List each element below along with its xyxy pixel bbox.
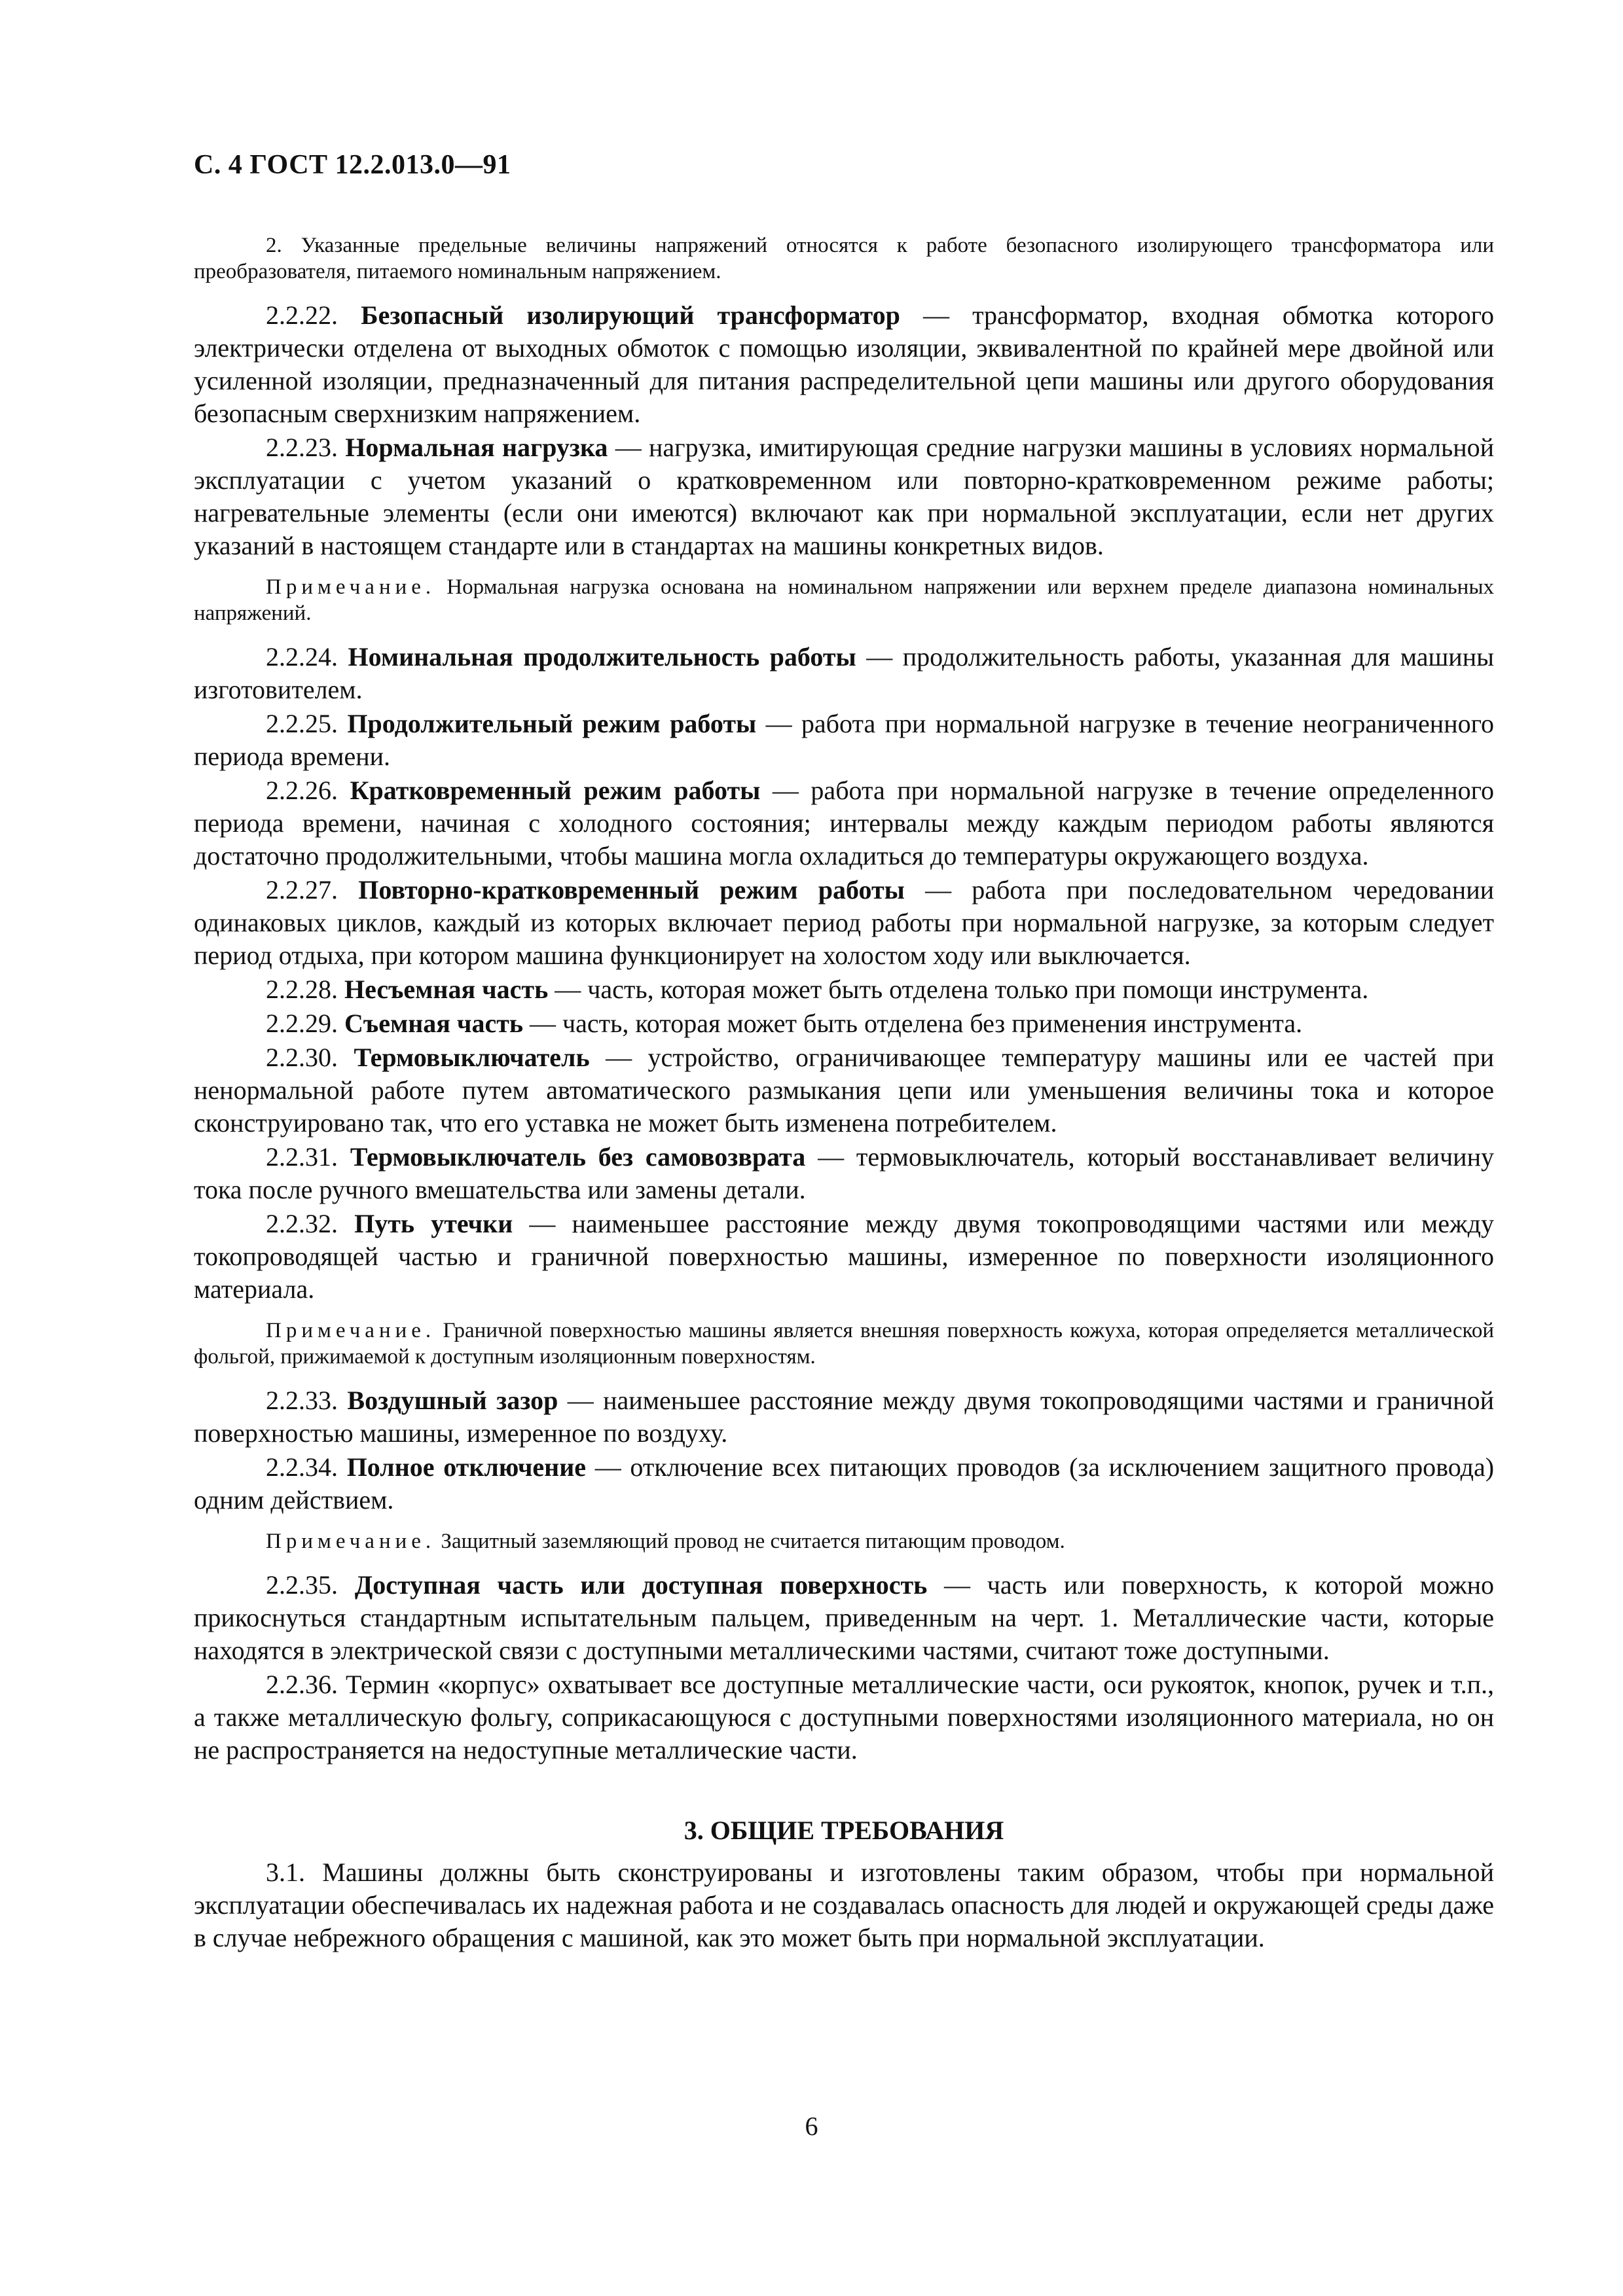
clause-term: Продолжительный режим работы bbox=[347, 709, 757, 738]
clause-number: 2.2.22. bbox=[266, 300, 338, 330]
clause-number: 2.2.32. bbox=[266, 1209, 338, 1238]
clause-term: Воздушный зазор bbox=[347, 1386, 558, 1415]
note-label: Примечание. bbox=[266, 1319, 436, 1342]
clause-number: 2.2.26. bbox=[266, 776, 338, 805]
clause-text: — работа при последовательном чередовании одинаковых циклов, каждый из которых включает период работы при нормальной нагрузке, за которым следует период отдыха, при котором машина функционирует на холостом ходу или выключается. bbox=[194, 875, 1495, 970]
clause-term: Термовыключатель без самовозврата bbox=[350, 1142, 806, 1172]
clause-2-2-28 bbox=[194, 973, 1494, 1006]
page-header: С. 4 ГОСТ 12.2.013.0—91 bbox=[194, 150, 511, 180]
clause-2-2-26 bbox=[194, 774, 1494, 872]
section-title: 3. ОБЩИЕ ТРЕБОВАНИЯ bbox=[684, 1816, 1004, 1845]
clause-term: Полное отключение bbox=[346, 1452, 587, 1482]
clause-term: Съемная часть bbox=[344, 1009, 524, 1038]
note-earthing-wire bbox=[194, 1528, 1494, 1554]
clause-text: — нагрузка, имитирующая средние нагрузки машины в условиях нормальной эксплуатации с учетом указаний о кратковременном или повторно-кратковременном режиме работы; нагревательные элементы (если они имеются) включают как при нормальной эксплуатации, если нет других указаний в настоящем стандарте или в стандартах на машины конкретных видов. bbox=[194, 433, 1495, 560]
clause-text: — часть, которая может быть отделена без применения инструмента. bbox=[523, 1009, 1303, 1038]
clause-number: 2.2.30. bbox=[266, 1043, 338, 1072]
clause-3-1: 3.1. Машины должны быть сконструированы и изготовлены таким образом, чтобы при нормальной эксплуатации обеспечивалась их надежная работа и не создавалась опасность для людей и окружающей среды даже в случае небрежного обращения с машиной, как это может быть при нормальной эксплуатации. bbox=[194, 1857, 1494, 1952]
clause-text: — термовыключатель, который восстанавливает величину тока после ручного вмешательства или замены детали. bbox=[194, 1142, 1494, 1204]
page-number: 6 bbox=[805, 2111, 818, 2141]
clause-number: 2.2.31. bbox=[266, 1142, 338, 1172]
note-boundary-surface bbox=[194, 1318, 1494, 1370]
document-body bbox=[194, 232, 1494, 1956]
clause-term: Доступная часть или доступная поверхность bbox=[354, 1570, 928, 1600]
clause-2-2-32 bbox=[194, 1208, 1494, 1306]
clause-term: Нормальная нагрузка bbox=[345, 433, 608, 462]
note-normal-load bbox=[194, 574, 1494, 626]
clause-term: Термовыключатель bbox=[354, 1043, 590, 1072]
note-label: Примечание. bbox=[266, 575, 436, 599]
clause-number: 2.2.28. bbox=[266, 975, 338, 1004]
clause-number: 2.2.35. bbox=[266, 1570, 338, 1600]
clause-2-2-27 bbox=[194, 874, 1494, 972]
clause-text: — отключение всех питающих проводов (за исключением защитного провода) одним действием. bbox=[194, 1452, 1495, 1515]
clause-text: — часть или поверхность, к которой можно прикоснуться стандартным испытательным пальцем, приведенным на черт. 1. Металлические части, которые находятся в электрической связи с доступными металлическими частями, считают тоже доступными. bbox=[194, 1570, 1495, 1665]
clause-text: — часть, которая может быть отделена только при помощи инструмента. bbox=[548, 975, 1369, 1004]
clause-term: Путь утечки bbox=[354, 1209, 513, 1238]
clause-number: 2.2.23. bbox=[266, 433, 338, 462]
clause-number: 2.2.24. bbox=[266, 642, 338, 672]
clause-2-2-22 bbox=[194, 299, 1494, 430]
clause-number: 2.2.25. bbox=[266, 709, 338, 738]
clause-term: Несъемная часть bbox=[344, 975, 549, 1004]
clause-number: 2.2.29. bbox=[266, 1009, 338, 1038]
clause-term: Номинальная продолжительность работы bbox=[348, 642, 856, 672]
clause-term: Кратковременный режим работы bbox=[350, 776, 761, 805]
clause-text: — работа при нормальной нагрузке в течение неограниченного периода времени. bbox=[194, 709, 1495, 771]
clause-term: Повторно-кратковременный режим работы bbox=[358, 875, 905, 905]
clause-text: — продолжительность работы, указанная для машины изготовителем. bbox=[194, 642, 1494, 704]
clause-2-2-34 bbox=[194, 1451, 1494, 1516]
clause-2-2-25 bbox=[194, 708, 1494, 773]
note-2: 2. Указанные предельные величины напряжений относятся к работе безопасного изолирующего трансформатора или преобразователя, питаемого номинальным напряжением. bbox=[194, 234, 1494, 283]
clause-2-2-23 bbox=[194, 431, 1494, 562]
clause-number: 2.2.33. bbox=[266, 1386, 338, 1415]
clause-2-2-33 bbox=[194, 1384, 1494, 1450]
clause-2-2-36: 2.2.36. Термин «корпус» охватывает все доступные металлические части, оси рукояток, кнопок, ручек и т.п., а также металлическую фольгу, соприкасающуюся с доступными поверхностями изоляционного материала, но он не распространяется на недоступные металлические части. bbox=[194, 1670, 1494, 1765]
clause-number: 2.2.27. bbox=[266, 875, 338, 905]
clause-text: — наименьшее расстояние между двумя токопроводящими частями и граничной поверхностью машины, измеренное по воздуху. bbox=[194, 1386, 1494, 1448]
clause-text: — устройство, ограничивающее температуру машины или ее частей при ненормальной работе путем автоматического размыкания цепи или уменьшения величины тока и которое сконструировано так, что его уставка не может быть изменена потребителем. bbox=[194, 1043, 1495, 1138]
note-label: Примечание. bbox=[266, 1530, 436, 1553]
clause-term: Безопасный изолирующий трансформатор bbox=[361, 300, 900, 330]
note-text: Защитный заземляющий провод не считается питающим проводом. bbox=[435, 1530, 1065, 1553]
clause-2-2-30 bbox=[194, 1041, 1494, 1139]
clause-2-2-31 bbox=[194, 1141, 1494, 1206]
clause-text: — трансформатор, входная обмотка которого электрически отделена от выходных обмоток с помощью изоляции, эквивалентной по крайней мере двойной или усиленной изоляции, предназначенный для питания распределительной цепи машины или другого оборудования безопасным сверхнизким напряжением. bbox=[194, 300, 1494, 428]
clause-2-2-35 bbox=[194, 1569, 1494, 1667]
clause-2-2-24 bbox=[194, 641, 1494, 706]
clause-number: 2.2.34. bbox=[266, 1452, 338, 1482]
clause-text: — работа при нормальной нагрузке в течение определенного периода времени, начиная с холодного состояния; интервалы между каждым периодом работы являются достаточно продолжительными, чтобы машина могла охладиться до температуры окружающего воздуха. bbox=[194, 776, 1495, 870]
note-text: Граничной поверхностью машины является внешняя поверхность кожуха, которая определяется металлической фольгой, прижимаемой к доступным изоляционным поверхностям. bbox=[194, 1319, 1494, 1369]
clause-text: — наименьшее расстояние между двумя токопроводящими частями или между токопроводящей частью и граничной поверхностью машины, измеренное по поверхности изоляционного материала. bbox=[194, 1209, 1494, 1304]
clause-2-2-29 bbox=[194, 1007, 1494, 1040]
note-text: Нормальная нагрузка основана на номинальном напряжении или верхнем пределе диапазона номинальных напряжений. bbox=[194, 575, 1494, 625]
